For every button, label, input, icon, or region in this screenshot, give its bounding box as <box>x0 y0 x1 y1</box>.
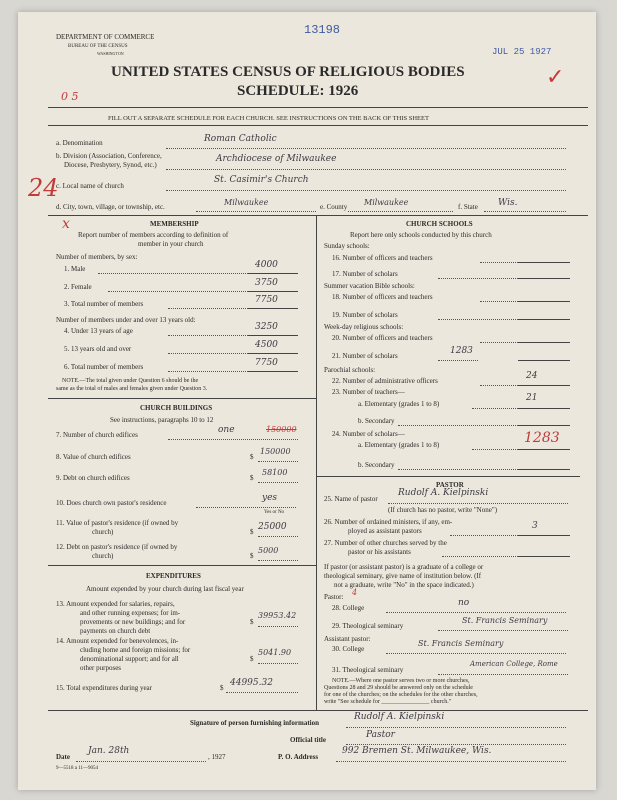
dollar-sign-2: $ <box>250 474 254 482</box>
census-schedule-sheet <box>18 12 596 790</box>
sunday-teachers-label: 16. Number of officers and teachers <box>332 254 433 262</box>
total-members-label: 3. Total number of members <box>64 300 144 308</box>
membership-note-2: same as the total of males and females given under Question 3. <box>56 386 208 392</box>
female-value: 3750 <box>255 278 278 288</box>
division-value: Archdiocese of Milwaukee <box>216 154 337 164</box>
local-name-label: c. Local name of church <box>56 182 124 190</box>
check-mark-icon: ✓ <box>546 64 565 89</box>
male-label: 1. Male <box>64 265 86 273</box>
dollar-sign: $ <box>250 453 254 461</box>
membership-by-sex: Number of members, by sex: <box>56 253 138 261</box>
residence-debt-value: 5000 <box>258 546 279 555</box>
total-members-2-label: 6. Total number of members <box>64 363 144 371</box>
under-13-value: 3250 <box>255 322 278 332</box>
local-name-value: St. Casimir's Church <box>214 175 309 185</box>
assistant-seminary-value: American College, Rome <box>470 660 558 668</box>
owns-residence-value: yes <box>262 493 278 503</box>
expenditures-heading: EXPENDITURES <box>146 572 201 580</box>
graduate-note-3: not a graduate, write "No" in the space indicated.) <box>334 581 474 589</box>
salaries-label-3: provements or new buildings; and for <box>80 618 186 626</box>
bureau-label: BUREAU OF THE CENSUS <box>68 44 128 49</box>
over-13-value: 4500 <box>255 340 278 350</box>
church-edifices-struck-value: 150000 <box>266 425 297 434</box>
over-13-label: 5. 13 years old and over <box>64 345 132 353</box>
teachers-elementary-label: a. Elementary (grades 1 to 8) <box>358 400 440 408</box>
city-value: Milwaukee <box>224 198 269 207</box>
weekday-schools-label: Week-day religious schools: <box>324 323 404 331</box>
scholars-elementary-label: a. Elementary (grades 1 to 8) <box>358 441 440 449</box>
date-year: , 1927 <box>208 753 226 761</box>
total-members-value: 7750 <box>255 295 278 305</box>
schools-heading: CHURCH SCHOOLS <box>406 220 473 228</box>
county-label: e. County <box>320 203 348 211</box>
sunday-schools-label: Sunday schools: <box>324 242 370 250</box>
pastor-college-label: 28. College <box>332 604 365 612</box>
assistants-label: 26. Number of ordained ministers, if any, em- <box>324 518 453 526</box>
total-members-2-value: 7750 <box>255 358 278 368</box>
official-title-value: Pastor <box>366 730 395 740</box>
scholars-elementary-value: 1283 <box>524 430 560 446</box>
summer-scholars-label: 19. Number of scholars <box>332 311 398 319</box>
residence-debt-label-2: church) <box>92 552 114 560</box>
admin-officers-value: 24 <box>526 371 538 381</box>
other-churches-label: 27. Number of other churches served by the <box>324 539 447 547</box>
male-value: 4000 <box>255 260 278 270</box>
dollar-sign-3: $ <box>250 528 254 536</box>
other-churches-label-2: pastor or his assistants <box>348 548 411 556</box>
signature-label: Signature of person furnishing information <box>190 719 319 727</box>
schedule-title: SCHEDULE: 1926 <box>237 83 359 99</box>
county-value: Milwaukee <box>364 198 409 207</box>
assistants-value: 3 <box>532 521 538 531</box>
expenditures-sub: Amount expended by your church during last fiscal year <box>86 585 244 593</box>
handwritten-x: x <box>62 216 70 232</box>
church-debt-value: 58100 <box>262 468 288 477</box>
church-edifices-value: one <box>218 425 235 435</box>
pastor-sub-label: Pastor: <box>324 593 344 601</box>
pastor-note-2: Questions 28 and 29 should be answered only on the schedule <box>324 685 473 691</box>
form-number: 13198 <box>304 23 341 37</box>
salaries-value: 39953.42 <box>258 611 297 620</box>
state-value: Wis. <box>498 198 518 208</box>
pastor-seminary-value: St. Francis Seminary <box>462 616 548 625</box>
summer-schools-label: Summer vacation Bible schools: <box>324 282 415 290</box>
dollar-sign-7: $ <box>220 684 224 692</box>
benevolences-label-4: other purposes <box>80 664 122 672</box>
salaries-label-2: and other running expenses; for im- <box>80 609 181 617</box>
signature-value: Rudolf A. Kielpinski <box>354 712 445 722</box>
weekday-teachers-label: 20. Number of officers and teachers <box>332 334 433 342</box>
city-label: d. City, town, village, or township, etc. <box>56 203 165 211</box>
teachers-secondary-label: b. Secondary <box>358 417 395 425</box>
instruction-line: FILL OUT A SEPARATE SCHEDULE FOR EACH CHURCH. SEE INSTRUCTIONS ON THE BACK OF THIS SHEET <box>108 115 429 122</box>
membership-intro: Report number of members according to definition of <box>78 231 229 239</box>
residence-value-label-2: church) <box>92 528 114 536</box>
po-address-label: P. O. Address <box>278 753 319 761</box>
handwritten-mark: 0 5 <box>61 90 79 103</box>
membership-by-age: Number of members under and over 13 years old: <box>56 316 196 324</box>
graduate-note: If pastor (or assistant pastor) is a graduate of a college or <box>324 563 484 571</box>
date-value: Jan. 28th <box>88 746 130 756</box>
assistant-college-value: St. Francis Seminary <box>418 639 504 648</box>
handwritten-number: 24 <box>28 174 59 202</box>
membership-note: NOTE.—The total given under Question 6 should be the <box>62 378 199 384</box>
assistants-label-2: ployed as assistant pastors <box>348 527 422 535</box>
red-tick: 4 <box>352 588 358 597</box>
under-13-label: 4. Under 13 years of age <box>64 327 133 335</box>
weekday-scholars-label: 21. Number of scholars <box>332 352 398 360</box>
benevolences-label: 14. Amount expended for benevolences, in- <box>56 637 179 645</box>
salaries-label: 13. Amount expended for salaries, repairs, <box>56 600 175 608</box>
pastor-seminary-label: 29. Theological seminary <box>332 622 404 630</box>
denomination-label: a. Denomination <box>56 139 103 147</box>
pastor-note-4: write "See schedule for ________________ church." <box>324 699 452 705</box>
form-title: UNITED STATES CENSUS OF RELIGIOUS BODIES <box>111 64 465 80</box>
buildings-sub: See instructions, paragraphs 10 to 12 <box>110 416 214 424</box>
owns-residence-label: 10. Does church own pastor's residence <box>56 499 167 507</box>
pastor-heading: PASTOR <box>436 481 464 489</box>
residence-value-value: 25000 <box>258 522 287 532</box>
church-value-label: 8. Value of church edifices <box>56 453 131 461</box>
pastor-note: NOTE.—Where one pastor serves two or more churches, <box>332 678 470 684</box>
teachers-label: 23. Number of teachers— <box>332 388 405 396</box>
residence-value-label: 11. Value of pastor's residence (if owned by <box>56 519 179 527</box>
total-expenditures-label: 15. Total expenditures during year <box>56 684 152 692</box>
scholars-secondary-label: b. Secondary <box>358 461 395 469</box>
date-label: Date <box>56 753 70 761</box>
assistant-seminary-label: 31. Theological seminary <box>332 666 404 674</box>
assistant-college-label: 30. College <box>332 645 365 653</box>
buildings-heading: CHURCH BUILDINGS <box>140 404 213 412</box>
division-label: b. Division (Association, Conference, <box>56 152 162 160</box>
dollar-sign-6: $ <box>250 655 254 663</box>
pastor-note-3: for one of the churches; on the schedules for the other churches, <box>324 692 478 698</box>
admin-officers-label: 22. Number of administrative officers <box>332 377 438 385</box>
dollar-sign-4: $ <box>250 552 254 560</box>
assistant-pastor-label: Assistant pastor: <box>324 635 371 643</box>
graduate-note-2: theological seminary, give name of institution below. (If <box>324 572 482 580</box>
received-date-stamp: JUL 25 1927 <box>492 47 552 57</box>
division-label-2: Diocese, Presbytery, Synod, etc.) <box>64 161 157 169</box>
summer-teachers-label: 18. Number of officers and teachers <box>332 293 433 301</box>
pastor-college-value: no <box>458 598 470 608</box>
schools-intro: Report here only schools conducted by this church <box>350 231 492 239</box>
form-code: 9—5518 a 11—9054 <box>56 766 99 771</box>
church-debt-label: 9. Debt on church edifices <box>56 474 130 482</box>
residence-debt-label: 12. Debt on pastor's residence (if owned by <box>56 543 178 551</box>
church-value-value: 150000 <box>260 447 291 456</box>
city-label: WASHINGTON <box>97 51 124 56</box>
benevolences-label-3: denominational support; and for all <box>80 655 179 663</box>
state-label: f. State <box>458 203 478 211</box>
pastor-name-hint: (If church has no pastor, write "None") <box>388 506 498 514</box>
total-expenditures-value: 44995.32 <box>230 678 273 688</box>
female-label: 2. Female <box>64 283 92 291</box>
weekday-scholars-value: 1283 <box>450 346 473 356</box>
denomination-value: Roman Catholic <box>204 134 277 144</box>
sunday-scholars-label: 17. Number of scholars <box>332 270 398 278</box>
parochial-schools-label: Parochial schools: <box>324 366 376 374</box>
membership-intro-2: member in your church <box>138 240 204 248</box>
dollar-sign-5: $ <box>250 618 254 626</box>
po-address-value: 992 Bremen St. Milwaukee, Wis. <box>342 746 492 756</box>
membership-heading: MEMBERSHIP <box>150 220 199 228</box>
benevolences-label-2: cluding home and foreign missions; for <box>80 646 191 654</box>
salaries-label-4: payments on church debt <box>80 627 151 635</box>
teachers-elementary-value: 21 <box>526 393 538 403</box>
church-edifices-label: 7. Number of church edifices <box>56 431 138 439</box>
scholars-label: 24. Number of scholars— <box>332 430 405 438</box>
pastor-name-value: Rudolf A. Kielpinski <box>398 488 489 498</box>
dept-label: DEPARTMENT OF COMMERCE <box>56 33 155 41</box>
official-title-label: Official title <box>290 736 326 744</box>
benevolences-value: 5041.90 <box>258 648 292 657</box>
pastor-name-label: 25. Name of pastor <box>324 495 378 503</box>
yes-no-hint: Yes or No <box>264 510 285 515</box>
